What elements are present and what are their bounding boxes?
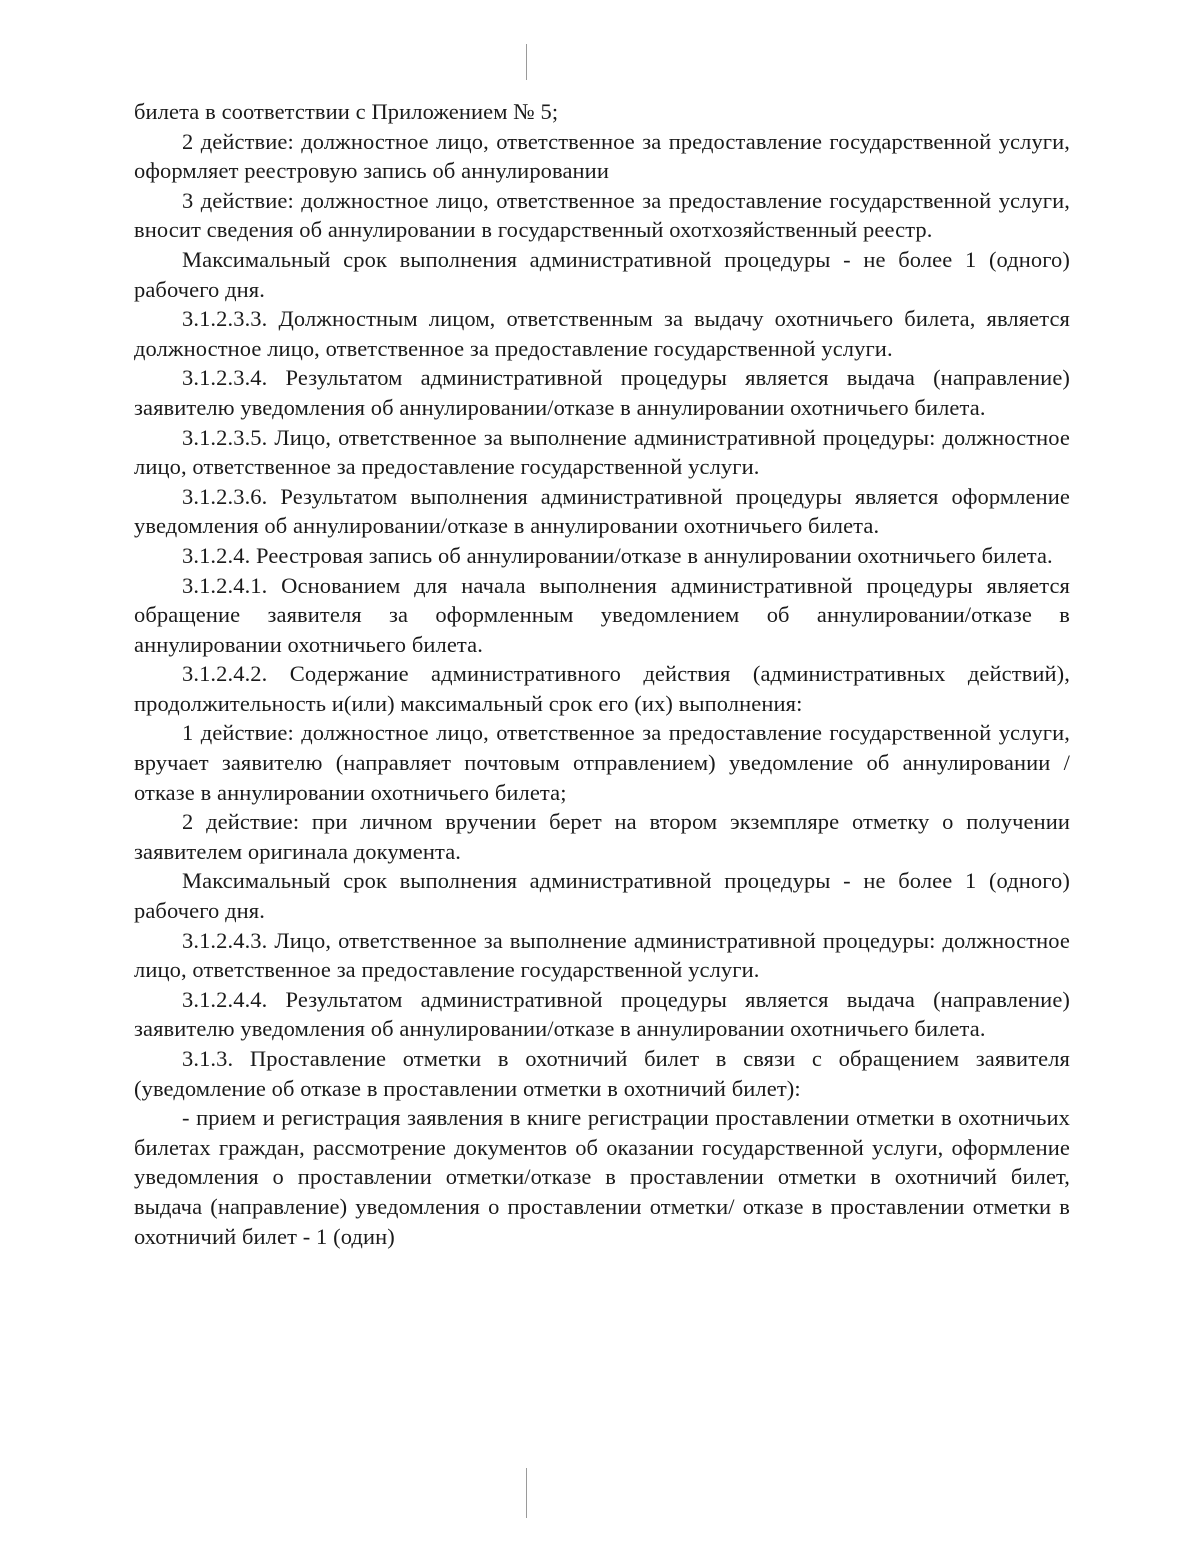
paragraph: Максимальный срок выполнения административной процедуры - не более 1 (одного) рабочего дня. bbox=[134, 246, 1070, 302]
paragraph: 2 действие: должностное лицо, ответственное за предоставление государственной услуги, оформляет реестровую запись об аннулировании bbox=[134, 128, 1070, 184]
paragraph: Максимальный срок выполнения административной процедуры - не более 1 (одного) рабочего дня. bbox=[134, 868, 1070, 924]
paragraph: 3.1.2.4.2. Содержание административного действия (административных действий), продолжительность и(или) максимальный срок его (их) выполнения: bbox=[134, 661, 1070, 716]
scan-fold-mark-bottom bbox=[526, 1468, 527, 1518]
paragraph: 3.1.2.4.4. Результатом административной процедуры является выдача (направление) заявителю уведомления об аннулировании/отказе в аннулировании охотничьего билета. bbox=[134, 986, 1070, 1042]
paragraph: 3.1.2.3.6. Результатом выполнения административной процедуры является оформление уведомления об аннулировании/отказе в аннулировании охотничьего билета. bbox=[134, 483, 1070, 539]
document-body bbox=[134, 97, 1070, 1251]
paragraph: 3.1.2.4. Реестровая запись об аннулировании/отказе в аннулировании охотничьего билета. bbox=[182, 542, 1053, 568]
paragraph: 3.1.2.3.3. Должностным лицом, ответственным за выдачу охотничьего билета, является должностное лицо, ответственное за предоставление государственной услуги. bbox=[134, 306, 1070, 361]
paragraph: 3.1.2.3.5. Лицо, ответственное за выполнение административной процедуры: должностное лицо, ответственное за предоставление государственной услуги. bbox=[134, 424, 1070, 480]
paragraph: 2 действие: при личном вручении берет на втором экземпляре отметку о получении заявителем оригинала документа. bbox=[134, 809, 1070, 864]
paragraph: 3.1.3. Проставление отметки в охотничий билет в связи с обращением заявителя (уведомление об отказе в проставлении отметки в охотничий билет): bbox=[134, 1046, 1070, 1101]
paragraph: 3.1.2.4.3. Лицо, ответственное за выполнение административной процедуры: должностное лицо, ответственное за предоставление государственной услуги. bbox=[134, 927, 1070, 983]
paragraph: 3 действие: должностное лицо, ответственное за предоставление государственной услуги, вносит сведения об аннулировании в государственный охотхозяйственный реестр. bbox=[134, 187, 1070, 243]
paragraph: 3.1.2.3.4. Результатом административной процедуры является выдача (направление) заявителю уведомления об аннулировании/отказе в аннулировании охотничьего билета. bbox=[134, 365, 1070, 420]
scan-fold-mark-top bbox=[526, 44, 527, 80]
paragraph: 3.1.2.4.1. Основанием для начала выполнения административной процедуры является обращение заявителя за оформленным уведомлением об аннулировании/отказе в аннулировании охотничьего билета. bbox=[134, 572, 1070, 657]
paragraph: 1 действие: должностное лицо, ответственное за предоставление государственной услуги, вручает заявителю (направляет почтовым отправлением) уведомление об аннулировании /отказе в аннулировании охотничьего билета; bbox=[134, 720, 1070, 805]
paragraph: билета в соответствии с Приложением № 5; bbox=[134, 99, 559, 124]
paragraph: - прием и регистрация заявления в книге регистрации проставлении отметки в охотничьих билетах граждан, рассмотрение документов об оказании государственной услуги, оформление уведомления о проставлении отметки/отказе в проставлении отметки в охотничий билет, выдача (направление) уведомления о проставлении отметки/ отказе в проставлении отметки в охотничий билет - 1 (один) bbox=[134, 1105, 1070, 1249]
